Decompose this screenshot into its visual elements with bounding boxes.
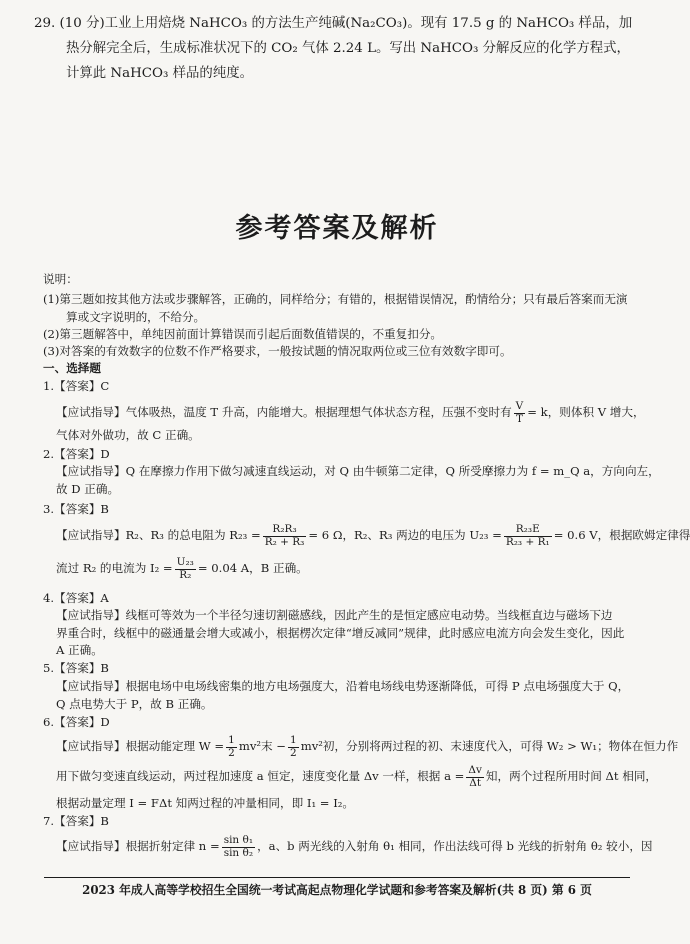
guide-3-text-e: = 0.04 A，B 正确。 xyxy=(197,561,308,575)
guide-6-text-b: mv²末 − xyxy=(238,739,287,753)
answer-1: 1.【答案】C xyxy=(43,379,110,393)
guide-3-line-2 xyxy=(56,553,308,583)
note-3: (3)对答案的有效数字的位数不作严格要求，一般按试题的情况取两位或三位有效数字即可。 xyxy=(43,344,512,358)
notes-label: 说明： xyxy=(43,272,78,286)
guide-6-line-2 xyxy=(56,761,657,791)
guide-6-line-3: 根据动量定理 I = FΔt 知两过程的冲量相同，即 I₁ = I₂。 xyxy=(56,796,355,810)
guide-3-text-d: 流过 R₂ 的电流为 I₂ = xyxy=(56,561,173,575)
guide-1-text-b: = k，则体积 V 增大， xyxy=(527,405,645,419)
fraction-denominator: sin θ₂ xyxy=(223,846,254,859)
fraction-numerator: 1 xyxy=(228,734,235,747)
guide-3-text-a: 【应试指导】R₂、R₃ 的总电阻为 R₂₃ = xyxy=(56,528,261,542)
fraction-denominator: 2 xyxy=(290,746,297,759)
guide-4-line-2: 界重合时，线框中的磁通量会增大或减小，根据楞次定律“增反减同”规律，此时感应电流方向会发生变化，因此 xyxy=(56,626,625,640)
guide-6-line-1 xyxy=(56,731,678,761)
guide-1-line-1 xyxy=(56,398,645,426)
guide-2-line-2: 故 D 正确。 xyxy=(56,482,120,496)
guide-7-text-a: 【应试指导】根据折射定律 n = xyxy=(56,839,220,853)
guide-3-line-1 xyxy=(56,520,690,550)
fraction-denominator: R₂ + R₃ xyxy=(264,535,305,548)
fraction-numerator: R₂R₃ xyxy=(263,524,307,536)
q29-line-1: 29. (10 分)工业上用焙烧 NaHCO₃ 的方法生产纯碱(Na₂CO₃)。现有 17.5 g 的 NaHCO₃ 样品，加 xyxy=(34,16,633,31)
fraction-denominator: Δt xyxy=(469,776,482,789)
guide-2-line-1: 【应试指导】Q 在摩擦力作用下做匀减速直线运动，对 Q 由牛顿第二定律，Q 所受摩擦力为 f = m_Q a，方向向左， xyxy=(56,464,660,478)
fraction-v-over-t xyxy=(514,401,526,424)
fraction-sin xyxy=(222,835,255,858)
fraction-i2 xyxy=(175,557,196,580)
fraction-numerator: U₂₃ xyxy=(176,556,194,569)
guide-5-line-1: 【应试指导】根据电场中电场线密集的地方电场强度大，沿着电场线电势逐渐降低，可得 P 点电场强度大于 Q， xyxy=(56,679,630,693)
guide-1-line-2: 气体对外做功，故 C 正确。 xyxy=(56,428,200,442)
guide-6-text-d: 用下做匀变速直线运动，两过程加速度 a 恒定，速度变化量 Δv 一样，根据 a = xyxy=(56,769,465,783)
fraction-denominator: 2 xyxy=(228,746,235,759)
fraction-r23 xyxy=(263,524,307,547)
fraction-half xyxy=(288,735,299,758)
fraction-numerator: sin θ₁ xyxy=(223,834,254,847)
fraction-denominator: R₂₃ + R₁ xyxy=(505,535,550,548)
guide-6-text-c: mv²初，分别将两过程的初、末速度代入，可得 W₂ > W₁；物体在恒力作 xyxy=(300,739,679,753)
guide-7-text-b: ，a、b 两光线的入射角 θ₁ 相同，作出法线可得 b 光线的折射角 θ₂ 较小，因 xyxy=(257,839,653,853)
fraction-numerator: R₂₃E xyxy=(504,524,552,536)
q29-line-3: 计算此 NaHCO₃ 样品的纯度。 xyxy=(66,66,253,81)
guide-3-text-b: = 6 Ω，R₂、R₃ 两边的电压为 U₂₃ = xyxy=(308,528,502,542)
fraction-numerator: Δv xyxy=(468,764,482,777)
note-1a: (1)第三题如按其他方法或步骤解答，正确的，同样给分；有错的，根据错误情况，酌情给分；只有最后答案而无演 xyxy=(43,292,628,306)
q29-line-2: 热分解完全后，生成标准状况下的 CO₂ 气体 2.24 L。写出 NaHCO₃ 分解反应的化学方程式， xyxy=(66,41,630,56)
note-2: (2)第三题解答中，单纯因前面计算错误而引起后面数值错误的，不重复扣分。 xyxy=(43,327,443,341)
fraction-u23 xyxy=(504,524,552,547)
guide-6-text-e: 知，两个过程所用时间 Δt 相同， xyxy=(485,769,658,783)
fraction-numerator: V xyxy=(515,400,524,413)
answer-3: 3.【答案】B xyxy=(43,502,109,516)
fraction-denominator: R₂ xyxy=(179,568,192,581)
answer-5: 5.【答案】B xyxy=(43,661,109,675)
guide-5-line-2: Q 点电势大于 P，故 B 正确。 xyxy=(56,697,213,711)
fraction-numerator: 1 xyxy=(290,734,297,747)
guide-7-line-1 xyxy=(56,831,653,861)
guide-4-line-1: 【应试指导】线框可等效为一个半径匀速切割磁感线，因此产生的是恒定感应电动势。当线框直边与磁场下边 xyxy=(56,608,613,622)
answer-6: 6.【答案】D xyxy=(43,715,110,729)
answer-7: 7.【答案】B xyxy=(43,814,109,828)
section-heading: 一、选择题 xyxy=(43,361,101,375)
guide-4-line-3: A 正确。 xyxy=(56,643,103,657)
answer-2: 2.【答案】D xyxy=(43,447,110,461)
fraction-half xyxy=(226,735,237,758)
page-title: 参考答案及解析 xyxy=(235,213,439,244)
guide-3-text-c: = 0.6 V，根据欧姆定律得 xyxy=(553,528,690,542)
fraction-denominator: T xyxy=(515,412,523,425)
note-1b: 算或文字说明的，不给分。 xyxy=(66,310,206,324)
guide-6-text-a: 【应试指导】根据动能定理 W = xyxy=(56,739,225,753)
answer-4: 4.【答案】A xyxy=(43,591,109,605)
fraction-dv-dt xyxy=(466,765,484,788)
guide-1-text-a: 【应试指导】气体吸热，温度 T 升高，内能增大。根据理想气体状态方程，压强不变时有 xyxy=(56,405,512,419)
page-footer: 2023 年成人高等学校招生全国统一考试高起点物理化学试题和参考答案及解析(共 8 页) 第 6 页 xyxy=(44,877,630,898)
